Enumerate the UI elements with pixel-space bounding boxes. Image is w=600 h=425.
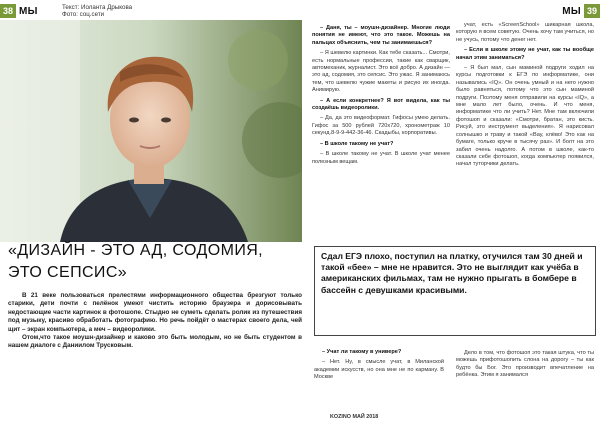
left-page-tag (0, 4, 41, 18)
portrait-illustration (0, 20, 302, 242)
question: – А если конкретнее? Я вот видела, как ты создаёшь видеоролики. (312, 97, 450, 112)
interview-column-b (456, 22, 594, 170)
left-section-label: МЫ (19, 5, 38, 17)
lead-paragraph: В 21 веке пользоваться прелестями информационного общества брезгуют только старики, дети почти с пелёнок умеют чистить историю браузера и дорисовывать недостающие части картинок в фотошопе. Стыдно не суметь сделать ролик из путешествия под музыку, красиво обработать фотографию. Но речь пойдёт о мастерах своего дела, чей щит – экран компьютера, а меч – видеоролики. (8, 292, 302, 333)
question: – Учат ли такому в универе? (322, 349, 402, 355)
article-credits (62, 4, 132, 19)
article-headline: «ДИЗАЙН - ЭТО АД, СОДОМИЯ, ЭТО СЕПСИС» (8, 242, 264, 281)
answer: – Нет. Ну, в смысле учат, в Миланской академии искусств, но она мне не по карману. В Москве (314, 359, 444, 381)
question: – Даня, ты – моушн-дизайнер. Многие люди понятия не имеют, что это такое. Можешь на пальцах объяснить, чем ты занимаешься? (312, 25, 450, 46)
question: – Если в школе этому не учат, как ты вообще начал этим заниматься? (456, 47, 594, 61)
answer: – Да, да это видеоформат. Гифосы умею делать. Гифос за 500 рублей 720х720, хронометраж 10 секунд.8-9-9-442-36-46. Скадыбы, корпоративы. (312, 115, 450, 137)
right-section-label: МЫ (562, 5, 581, 17)
answer: – Я был мал, сын маминой подруги ходил на курсы подготовки к ЕГЭ по информатике, они назывались «IQ». Он очень умный и на него нужно было равняться, потому что это сын маминой подруги. Поэтому меня отправили на курсы «IQ», а мне мало лет было, очень. И что меня, информатике что ли учить? Нет. Мне там включили фотошоп и сказали: «Смотри, братан, это кисть. Рисуй, это инструмент выделения». Я нарисовал солнышко и траву и такой «Вау, клёво! Это как на бумаге, только круче в тысячу раз». И болт на это забил очень надолго. А потом в школе, как-то сказали себе фотошоп, когда компьютер появился, начал туторчики делать. (456, 65, 594, 168)
left-page-number: 38 (0, 4, 16, 18)
lead-paragraph: Отом,что такое моушн-дизайнер и каково это быть молодым, но не быть студентом в нашем диалоге с Даниилом Трусковым. (8, 334, 302, 350)
text-author: Текст: Иоланта Дрыкова (62, 4, 133, 11)
right-page-tag (559, 4, 600, 18)
answer: – В школе такому не учат. В школе учат менее полезным вещам. (312, 151, 450, 165)
portrait-photo (0, 20, 302, 242)
interview-column-a (312, 22, 450, 167)
photo-credit: Фото: соц.сети (62, 11, 105, 19)
question: – В школе такому не учат? (320, 140, 394, 147)
magazine-footer: KOZINO МАЙ 2018 (330, 414, 379, 420)
pull-quote: Сдал ЕГЭ плохо, поступил на платку, отучился там 30 дней и такой «бее» – мне не нравится. Это не выглядит как учёба в американских фильмах, там не нужно прыгать в бомбере в бассейн с девушками красивыми. (314, 246, 596, 336)
interview-column-c (314, 346, 444, 383)
interview-column-d (456, 350, 594, 381)
answer: – Я шевелю картинки. Как тебе сказать... Смотри, есть нормальные профессии, такие как сварщик, автомеханик, журналист. Это всё добро. А дизайн — это ад, содомия, это сепсис. Это ужас. Я занимаюсь тем, что шевелю чужие макеты и рисую их иногда. Анимирую. (312, 50, 450, 94)
right-page-number: 39 (584, 4, 600, 18)
answer: Дело в том, что фотошоп это такая штука, что ты можешь прифотошопить слона на дорогу – ты как будто бы Бог. Это производит впечатление на ребёнка. Этим я занимался (456, 350, 594, 379)
answer: учат, есть «ScreenSchool» шикарная школа, которую я всем советую. Очень хочу там учиться, но не учусь, потому что денег нет. (456, 22, 594, 43)
article-lead (8, 292, 302, 351)
